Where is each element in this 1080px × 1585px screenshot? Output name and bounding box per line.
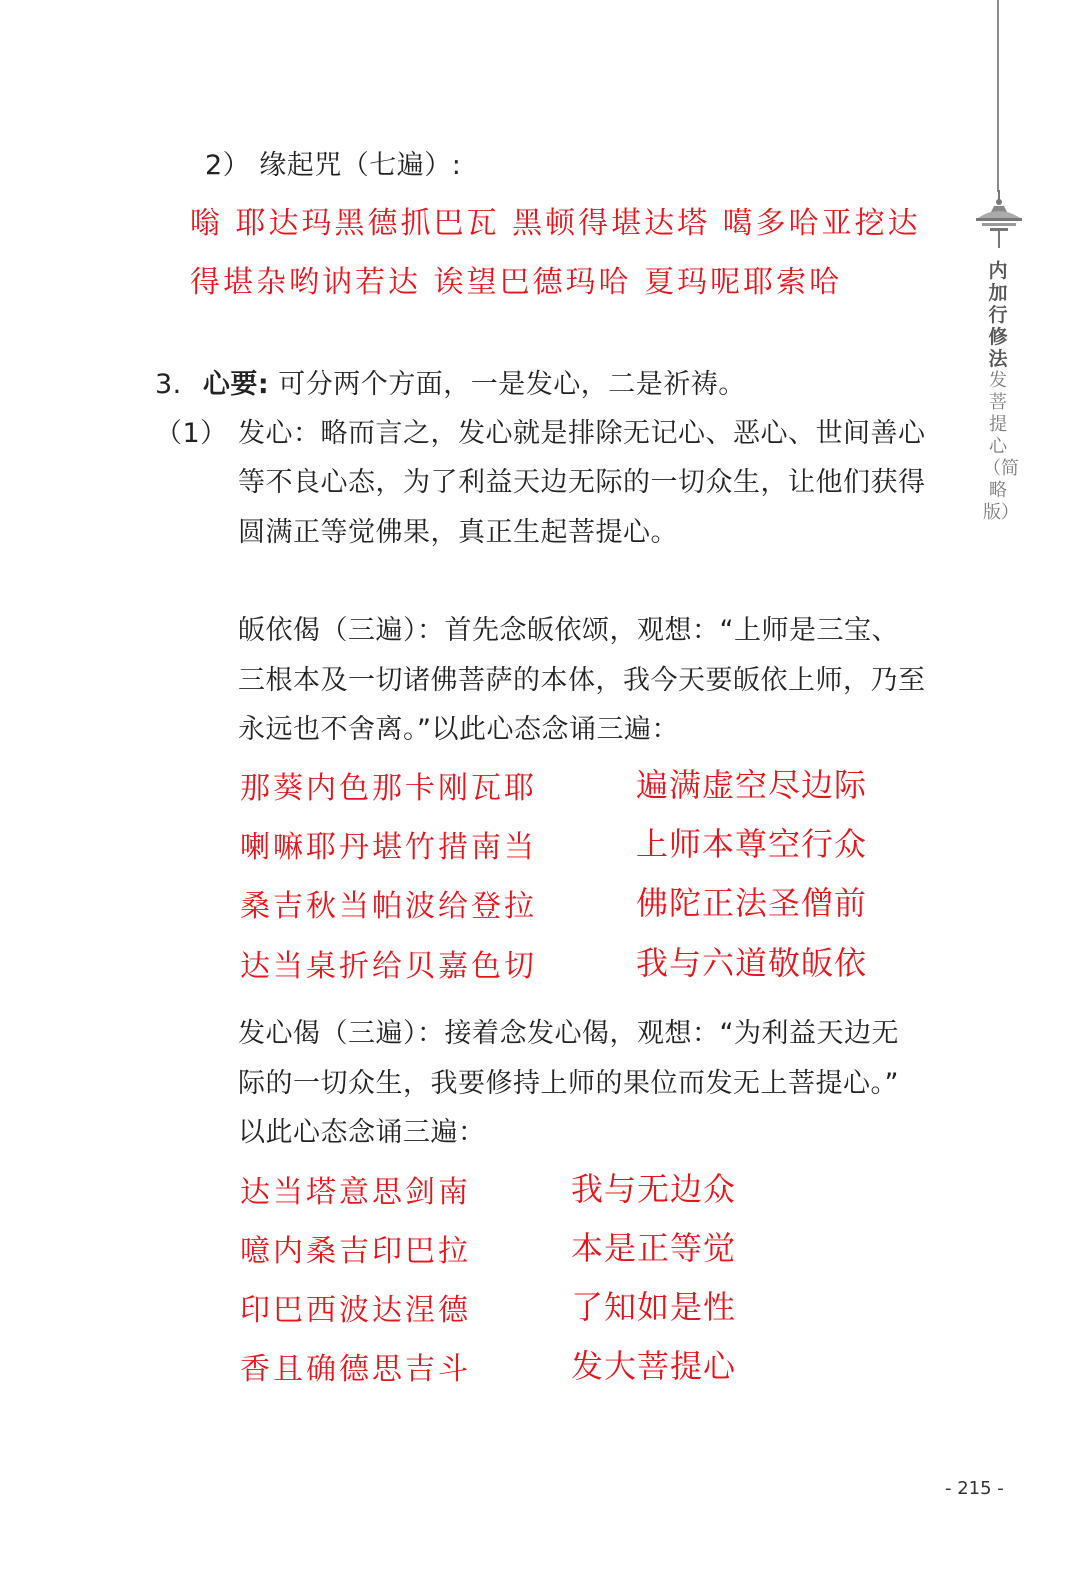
bodhicitta-verse-left-4: 香且确德思吉斗 [240,1352,471,1387]
refuge-verse-right-2: 上师本尊空行众 [636,825,868,863]
bodhicitta-line-2: 际的一切众生，我要修持上师的果位而发无上菩提心。” [238,1068,899,1099]
sidebar-subtitle: 发菩提心（简略版） [983,370,1019,523]
bodhicitta-verse-left-1: 达当塔意思剑南 [240,1175,471,1210]
refuge-line-2: 三根本及一切诸佛菩萨的本体，我今天要皈依上师，乃至 [238,665,926,696]
bodhicitta-line-3: 以此心态念诵三遍： [238,1117,486,1148]
page-number: - 215 - [945,1478,1004,1499]
bodhicitta-verse-right-1: 我与无边众 [571,1170,737,1208]
bodhicitta-verse-right-2: 本是正等觉 [571,1229,737,1267]
refuge-verse-right-4: 我与六道敬皈依 [636,944,868,982]
sub1-line-3: 圆满正等觉佛果，真正生起菩提心。 [238,517,678,548]
section-3-label: 心要: [202,369,270,400]
bodhicitta-verse-left-2: 噫内桑吉印巴拉 [240,1234,471,1269]
bodhicitta-line-1: 发心偈（三遍）：接着念发心偈，观想：“为利益天边无 [238,1018,899,1049]
sub1-line-2: 等不良心态，为了利益天边无际的一切众生，让他们获得 [238,467,926,498]
mantra-line-1: 嗡 耶达玛黑德抓巴瓦 黑顿得堪达塔 噶多哈亚挖达 [190,206,921,241]
ornament-icon [972,190,1026,248]
refuge-verse-left-1: 那葵内色那卡刚瓦耶 [240,771,537,806]
section-2-heading: 2） 缘起咒（七遍）: [205,150,462,181]
bodhicitta-verse-right-4: 发大菩提心 [571,1347,737,1385]
bodhicitta-verse-right-3: 了知如是性 [571,1288,737,1326]
sub1-line-1: 发心：略而言之，发心就是排除无记心、恶心、世间善心 [238,418,926,449]
refuge-line-1: 皈依偈（三遍）：首先念皈依颂，观想：“上师是三宝、 [238,615,899,646]
refuge-verse-right-1: 遍满虚空尽边际 [636,766,868,804]
refuge-verse-left-4: 达当桌折给贝嘉色切 [240,949,537,984]
mantra-line-2: 得堪杂哟讷若达 诶望巴德玛哈 夏玛呢耶索哈 [190,265,843,300]
refuge-verse-left-2: 喇嘛耶丹堪竹措南当 [240,830,537,865]
section-3-heading [155,362,746,401]
refuge-verse-right-3: 佛陀正法圣僧前 [636,884,868,922]
sidebar-title: 内加行修法 [988,260,1008,370]
section-3-intro: 可分两个方面，一是发心，二是祈祷。 [278,369,746,400]
section-3-number: 3. [155,369,182,400]
refuge-verse-left-3: 桑吉秋当帕波给登拉 [240,889,537,924]
refuge-line-3: 永远也不舍离。”以此心态念诵三遍： [238,714,679,745]
sub1-marker: （1） [155,418,228,449]
bodhicitta-verse-left-3: 印巴西波达涅德 [240,1293,471,1328]
side-rule [997,0,999,192]
